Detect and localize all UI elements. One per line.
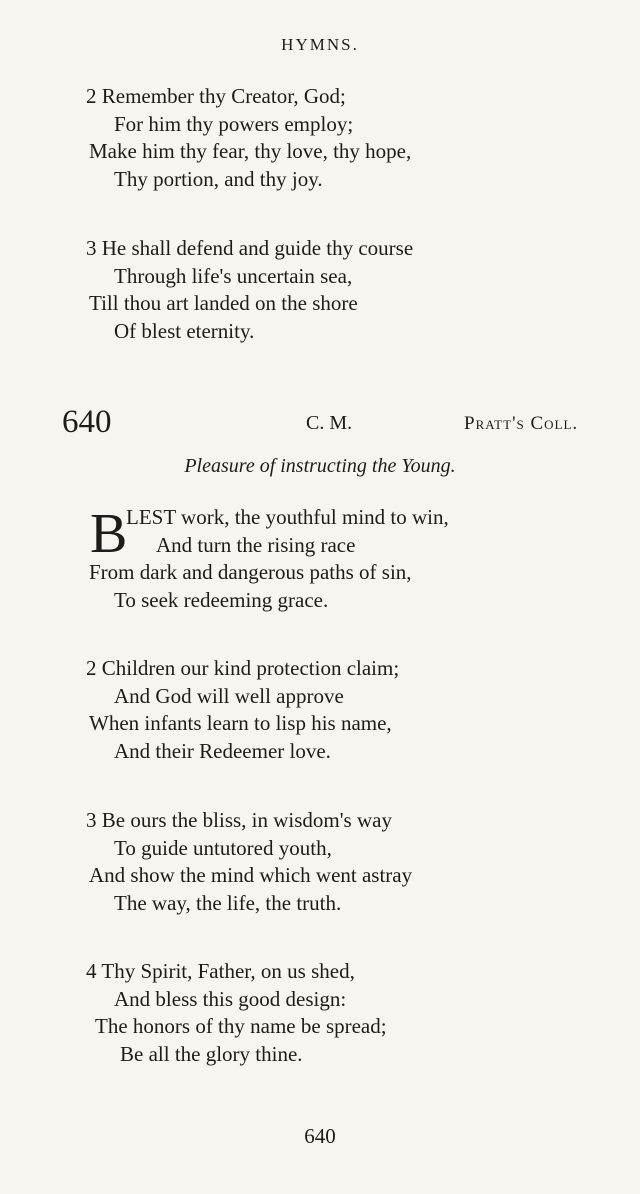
stanza-line: 2 Children our kind protection claim; — [86, 656, 400, 680]
hymn-heading — [0, 404, 640, 444]
hymn-stanza-2 — [0, 655, 640, 765]
stanza-line: And their Redeemer love. — [114, 738, 331, 763]
previous-hymn-stanza-2 — [0, 83, 640, 193]
previous-hymn-stanza-3 — [0, 235, 640, 345]
running-title: HYMNS. — [281, 35, 359, 54]
stanza-line: Make him thy fear, thy love, thy hope, — [89, 139, 412, 163]
hymn-stanza-3 — [0, 807, 640, 917]
hymn-subtitle: Pleasure of instructing the Young. — [184, 455, 456, 477]
stanza-line: And bless this good design: — [114, 986, 347, 1011]
stanza-line: Thy portion, and thy joy. — [114, 166, 323, 191]
stanza-line: Of blest eternity. — [114, 318, 255, 343]
stanza-line: From dark and dangerous paths of sin, — [89, 560, 412, 584]
stanza-line: Till thou art landed on the shore — [89, 291, 358, 315]
stanza-line: Be all the glory thine. — [120, 1041, 303, 1066]
hymn-tune: Pratt's Coll. — [464, 413, 579, 434]
stanza-line: For him thy powers employ; — [114, 111, 354, 136]
drop-cap: B — [90, 503, 128, 565]
stanza-line: 4 Thy Spirit, Father, on us shed, — [86, 959, 355, 983]
hymn-meter: C. M. — [306, 412, 353, 434]
stanza-line: 3 Be ours the bliss, in wisdom's way — [86, 808, 392, 832]
page-number: 640 — [304, 1124, 336, 1148]
stanza-line: And show the mind which went astray — [89, 863, 413, 887]
stanza-line: To seek redeeming grace. — [114, 587, 329, 612]
hymn-stanza-1 — [0, 504, 640, 614]
stanza-line: 3 He shall defend and guide thy course — [86, 236, 414, 260]
hymn-number: 640 — [62, 404, 112, 440]
first-line-text: LEST work, the youthful mind to win, — [126, 505, 449, 529]
stanza-line: To guide untutored youth, — [114, 835, 332, 860]
stanza-line: When infants learn to lisp his name, — [89, 711, 392, 735]
stanza-line: And turn the rising race — [156, 532, 356, 557]
stanza-line: 2 Remember thy Creator, God; — [86, 84, 346, 108]
hymn-stanza-4 — [0, 958, 640, 1068]
stanza-line: And God will well approve — [114, 683, 344, 708]
stanza-line: The honors of thy name be spread; — [95, 1014, 387, 1038]
stanza-line: The way, the life, the truth. — [114, 890, 342, 915]
stanza-line: Through life's uncertain sea, — [114, 263, 353, 288]
